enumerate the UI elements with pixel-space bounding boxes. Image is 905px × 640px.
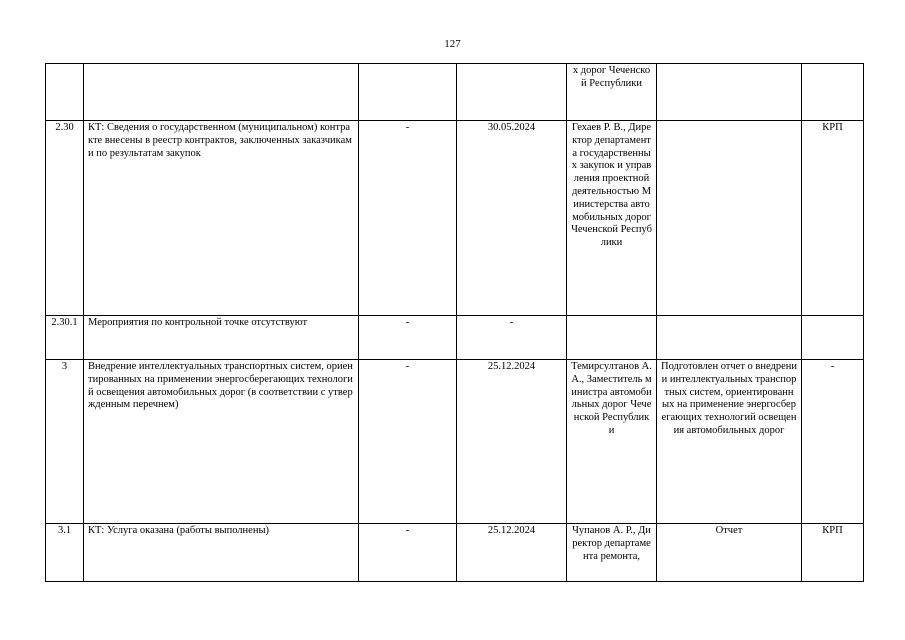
type-cell: - — [802, 360, 864, 524]
type-cell — [802, 64, 864, 121]
row-number-cell: 3 — [46, 360, 84, 524]
task-description-cell: КТ: Услуга оказана (работы выполнены) — [84, 524, 359, 582]
deadline-cell: 30.05.2024 — [457, 121, 567, 316]
result-cell — [657, 121, 802, 316]
plan-table — [45, 63, 864, 582]
base-date-cell — [359, 64, 457, 121]
task-description-cell: Внедрение интеллектуальных транспортных систем, ориентированных на применении энергосберегающих технологий освещения автомобильных дорог (в соответствии с утвержденным перечнем) — [84, 360, 359, 524]
type-cell — [802, 316, 864, 360]
responsible-cell: Гехаев Р. В., Директор департамента государственных закупок и управления проектной деятельностью Министерства автомобильных дорог Чеченской Республики — [567, 121, 657, 316]
row-number-cell: 2.30.1 — [46, 316, 84, 360]
deadline-cell: 25.12.2024 — [457, 524, 567, 582]
responsible-cell — [567, 316, 657, 360]
row-number-cell: 2.30 — [46, 121, 84, 316]
task-description-cell: КТ: Сведения о государственном (муниципальном) контракте внесены в реестр контрактов, заключенных заказчиками по результатам закупок — [84, 121, 359, 316]
row-number-cell: 3.1 — [46, 524, 84, 582]
result-cell: Подготовлен отчет о внедрении интеллектуальных транспортных систем, ориентированных на применение энергосберегающих технологий освещения автомобильных дорог — [657, 360, 802, 524]
responsible-cell: Чупанов А. Р., Директор департамента ремонта, — [567, 524, 657, 582]
responsible-cell: Темирсултанов А. А., Заместитель министра автомобильных дорог Чеченской Республики — [567, 360, 657, 524]
result-cell: Отчет — [657, 524, 802, 582]
table-row — [46, 360, 864, 524]
base-date-cell: - — [359, 121, 457, 316]
result-cell — [657, 64, 802, 121]
task-description-cell — [84, 64, 359, 121]
deadline-cell: - — [457, 316, 567, 360]
table-row — [46, 121, 864, 316]
responsible-cell: х дорог Чеченской Республики — [567, 64, 657, 121]
type-cell: КРП — [802, 121, 864, 316]
row-number-cell — [46, 64, 84, 121]
task-description-cell: Мероприятия по контрольной точке отсутствуют — [84, 316, 359, 360]
page-number: 127 — [444, 38, 461, 50]
base-date-cell: - — [359, 524, 457, 582]
base-date-cell: - — [359, 360, 457, 524]
deadline-cell — [457, 64, 567, 121]
type-cell: КРП — [802, 524, 864, 582]
deadline-cell: 25.12.2024 — [457, 360, 567, 524]
table-row — [46, 64, 864, 121]
base-date-cell: - — [359, 316, 457, 360]
table-row — [46, 524, 864, 582]
table-row — [46, 316, 864, 360]
result-cell — [657, 316, 802, 360]
